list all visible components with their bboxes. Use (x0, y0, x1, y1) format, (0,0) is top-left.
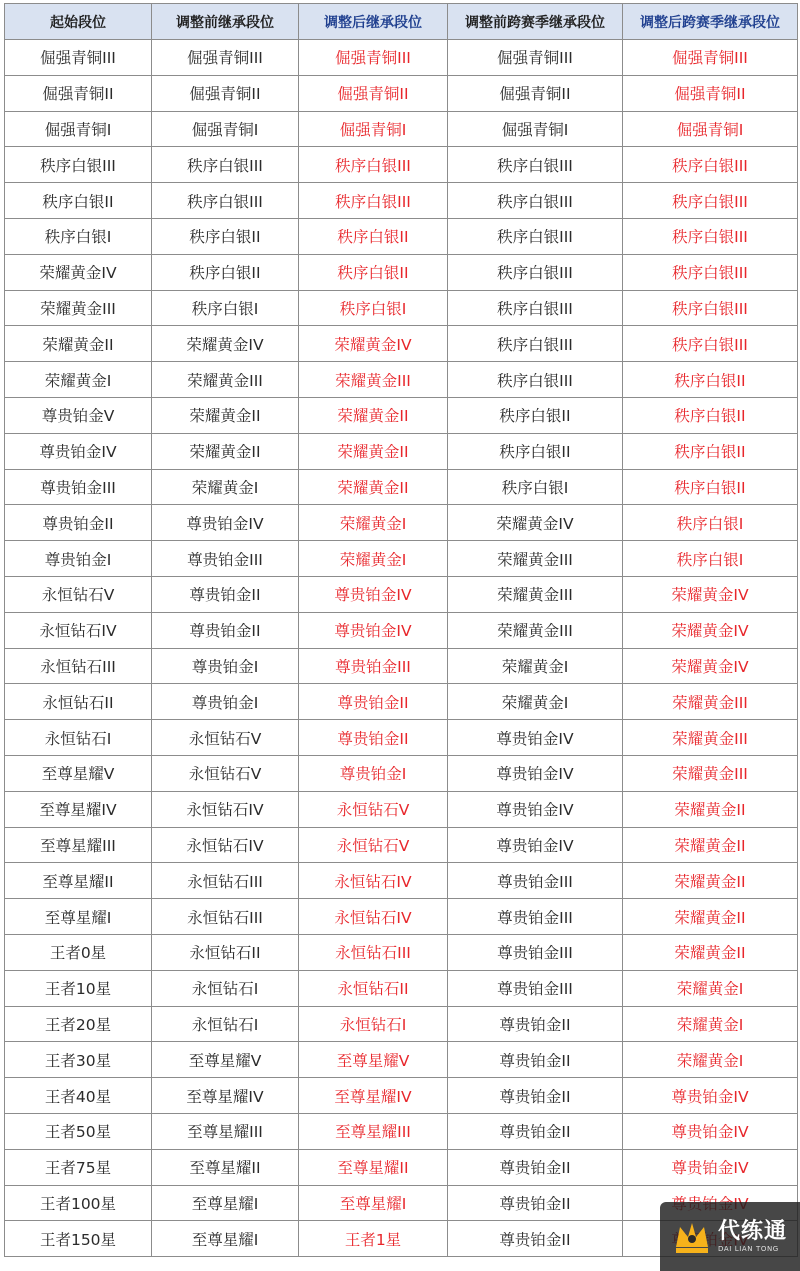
table-cell: 倔强青铜II (152, 75, 299, 111)
table-cell: 秩序白银II (152, 254, 299, 290)
table-cell: 倔强青铜I (5, 111, 152, 147)
table-cell: 王者0星 (5, 934, 152, 970)
table-cell: 尊贵铂金II (448, 1149, 623, 1185)
table-cell: 荣耀黄金III (5, 290, 152, 326)
table-cell: 秩序白银II (448, 433, 623, 469)
table-cell: 荣耀黄金II (623, 934, 798, 970)
table-header-row (5, 4, 798, 40)
table-cell: 尊贵铂金III (448, 863, 623, 899)
table-cell: 秩序白银III (623, 147, 798, 183)
table-row (5, 147, 798, 183)
table-cell: 永恒钻石V (299, 827, 448, 863)
table-cell: 荣耀黄金III (623, 684, 798, 720)
table-row (5, 75, 798, 111)
header-before-adjust: 调整前继承段位 (152, 4, 299, 40)
table-row (5, 254, 798, 290)
table-cell: 秩序白银III (152, 183, 299, 219)
table-cell: 倔强青铜I (623, 111, 798, 147)
table-row (5, 290, 798, 326)
table-cell: 荣耀黄金IV (448, 505, 623, 541)
table-cell: 荣耀黄金II (623, 899, 798, 935)
table-cell: 尊贵铂金I (5, 541, 152, 577)
table-cell: 秩序白银III (448, 218, 623, 254)
table-cell: 尊贵铂金IV (299, 612, 448, 648)
table-cell: 秩序白银III (448, 326, 623, 362)
table-cell: 秩序白银I (623, 541, 798, 577)
table-row (5, 183, 798, 219)
table-cell: 永恒钻石III (299, 934, 448, 970)
table-row (5, 1006, 798, 1042)
table-cell: 永恒钻石IV (299, 899, 448, 935)
table-cell: 永恒钻石I (152, 970, 299, 1006)
table-cell: 永恒钻石IV (5, 612, 152, 648)
table-cell: 永恒钻石V (152, 755, 299, 791)
table-cell: 荣耀黄金III (448, 576, 623, 612)
table-cell: 尊贵铂金I (299, 755, 448, 791)
table-cell: 倔强青铜II (5, 75, 152, 111)
table-cell: 荣耀黄金III (152, 362, 299, 398)
table-cell: 永恒钻石IV (152, 791, 299, 827)
table-cell: 王者50星 (5, 1113, 152, 1149)
table-cell: 荣耀黄金I (623, 1006, 798, 1042)
table-cell: 尊贵铂金II (448, 1221, 623, 1257)
table-cell: 至尊星耀IV (152, 1078, 299, 1114)
table-row (5, 899, 798, 935)
table-cell: 荣耀黄金III (623, 755, 798, 791)
header-before-cross-season: 调整前跨赛季继承段位 (448, 4, 623, 40)
table-cell: 秩序白银III (448, 183, 623, 219)
table-cell: 荣耀黄金I (448, 648, 623, 684)
table-cell: 尊贵铂金II (299, 684, 448, 720)
table-cell: 荣耀黄金I (5, 362, 152, 398)
table-row (5, 505, 798, 541)
table-cell: 荣耀黄金III (623, 720, 798, 756)
table-cell: 尊贵铂金IV (448, 791, 623, 827)
table-cell: 秩序白银III (299, 183, 448, 219)
table-row (5, 1042, 798, 1078)
table-cell: 尊贵铂金I (152, 648, 299, 684)
table-cell: 永恒钻石I (5, 720, 152, 756)
table-row (5, 469, 798, 505)
table-cell: 荣耀黄金III (299, 362, 448, 398)
table-cell: 至尊星耀II (152, 1149, 299, 1185)
header-after-adjust: 调整后继承段位 (299, 4, 448, 40)
table-cell: 倔强青铜III (623, 40, 798, 76)
table-cell: 荣耀黄金II (152, 397, 299, 433)
table-row (5, 40, 798, 76)
table-row (5, 1149, 798, 1185)
table-row (5, 326, 798, 362)
table-row (5, 218, 798, 254)
table-cell: 秩序白银I (299, 290, 448, 326)
table-cell: 秩序白银II (5, 183, 152, 219)
table-cell: 荣耀黄金II (5, 326, 152, 362)
table-cell: 永恒钻石V (152, 720, 299, 756)
table-row (5, 720, 798, 756)
table-cell: 荣耀黄金IV (152, 326, 299, 362)
table-cell: 尊贵铂金III (448, 934, 623, 970)
table-cell: 尊贵铂金III (152, 541, 299, 577)
table-cell: 秩序白银II (299, 218, 448, 254)
table-cell: 至尊星耀IV (5, 791, 152, 827)
table-cell: 永恒钻石III (152, 863, 299, 899)
table-cell: 尊贵铂金IV (623, 1149, 798, 1185)
table-cell: 秩序白银II (152, 218, 299, 254)
table-cell: 荣耀黄金IV (623, 576, 798, 612)
table-cell: 永恒钻石V (299, 791, 448, 827)
table-cell: 秩序白银III (623, 326, 798, 362)
table-cell: 尊贵铂金II (299, 720, 448, 756)
table-cell: 秩序白银II (623, 397, 798, 433)
table-row (5, 791, 798, 827)
table-cell: 秩序白银III (448, 290, 623, 326)
table-cell: 倔强青铜II (299, 75, 448, 111)
table-cell: 永恒钻石II (5, 684, 152, 720)
table-cell: 倔强青铜III (5, 40, 152, 76)
table-cell: 永恒钻石I (152, 1006, 299, 1042)
table-cell: 荣耀黄金I (448, 684, 623, 720)
table-row (5, 612, 798, 648)
table-cell: 秩序白银II (448, 397, 623, 433)
table-cell: 倔强青铜I (448, 111, 623, 147)
header-start-rank: 起始段位 (5, 4, 152, 40)
table-cell: 尊贵铂金II (152, 576, 299, 612)
rank-inheritance-table (4, 3, 798, 1257)
rank-table-container (4, 3, 797, 1257)
table-cell: 荣耀黄金IV (299, 326, 448, 362)
table-cell: 尊贵铂金III (448, 970, 623, 1006)
table-cell: 永恒钻石IV (152, 827, 299, 863)
table-cell: 尊贵铂金III (448, 899, 623, 935)
table-cell: 荣耀黄金I (152, 469, 299, 505)
table-row (5, 111, 798, 147)
table-cell: 尊贵铂金V (5, 397, 152, 433)
table-row (5, 684, 798, 720)
table-cell: 荣耀黄金I (299, 541, 448, 577)
table-cell: 秩序白银III (448, 254, 623, 290)
table-cell: 永恒钻石IV (299, 863, 448, 899)
table-cell: 倔强青铜I (299, 111, 448, 147)
table-row (5, 934, 798, 970)
table-cell: 秩序白银III (623, 218, 798, 254)
table-cell: 荣耀黄金I (623, 970, 798, 1006)
table-cell: 尊贵铂金III (5, 469, 152, 505)
header-after-cross-season: 调整后跨赛季继承段位 (623, 4, 798, 40)
table-cell: 尊贵铂金I (152, 684, 299, 720)
table-cell: 倔强青铜III (299, 40, 448, 76)
table-cell: 至尊星耀I (152, 1185, 299, 1221)
table-cell: 至尊星耀V (299, 1042, 448, 1078)
table-cell: 尊贵铂金III (299, 648, 448, 684)
table-cell: 秩序白银III (152, 147, 299, 183)
table-cell: 至尊星耀V (5, 755, 152, 791)
table-cell: 荣耀黄金II (623, 863, 798, 899)
table-cell: 王者1星 (299, 1221, 448, 1257)
table-cell: 至尊星耀III (299, 1113, 448, 1149)
table-cell: 荣耀黄金II (299, 469, 448, 505)
table-cell: 至尊星耀I (5, 899, 152, 935)
watermark-name-cn: 代练通 (718, 1218, 788, 1244)
table-row (5, 827, 798, 863)
table-cell: 永恒钻石III (5, 648, 152, 684)
table-cell: 倔强青铜II (448, 75, 623, 111)
table-cell: 荣耀黄金II (299, 433, 448, 469)
table-cell: 荣耀黄金IV (623, 612, 798, 648)
table-cell: 秩序白银I (623, 505, 798, 541)
table-row (5, 863, 798, 899)
watermark-name-en: DAI LIAN TONG (718, 1244, 779, 1253)
table-body (5, 40, 798, 1257)
table-cell: 尊贵铂金IV (448, 755, 623, 791)
table-cell: 秩序白银I (152, 290, 299, 326)
table-row (5, 397, 798, 433)
table-row (5, 970, 798, 1006)
table-row (5, 1113, 798, 1149)
table-cell: 秩序白银III (623, 183, 798, 219)
table-cell: 秩序白银III (5, 147, 152, 183)
table-cell: 尊贵铂金II (5, 505, 152, 541)
table-cell: 尊贵铂金II (152, 612, 299, 648)
table-cell: 尊贵铂金II (448, 1042, 623, 1078)
table-cell: 倔强青铜III (448, 40, 623, 76)
table-cell: 至尊星耀II (299, 1149, 448, 1185)
table-cell: 尊贵铂金IV (5, 433, 152, 469)
table-cell: 荣耀黄金II (152, 433, 299, 469)
crown-logo-icon (672, 1217, 712, 1257)
table-cell: 永恒钻石II (152, 934, 299, 970)
table-cell: 至尊星耀II (5, 863, 152, 899)
watermark-logo (660, 1202, 800, 1271)
table-cell: 永恒钻石V (5, 576, 152, 612)
table-cell: 荣耀黄金II (623, 791, 798, 827)
table-cell: 王者150星 (5, 1221, 152, 1257)
table-cell: 王者100星 (5, 1185, 152, 1221)
table-cell: 秩序白银II (623, 362, 798, 398)
table-cell: 尊贵铂金II (448, 1113, 623, 1149)
table-cell: 尊贵铂金IV (299, 576, 448, 612)
table-cell: 尊贵铂金II (448, 1006, 623, 1042)
table-cell: 倔强青铜I (152, 111, 299, 147)
table-cell: 至尊星耀V (152, 1042, 299, 1078)
table-row (5, 362, 798, 398)
table-cell: 王者10星 (5, 970, 152, 1006)
table-cell: 秩序白银II (623, 469, 798, 505)
table-cell: 荣耀黄金II (623, 827, 798, 863)
table-cell: 秩序白银III (448, 147, 623, 183)
table-cell: 秩序白银III (623, 254, 798, 290)
table-row (5, 755, 798, 791)
table-cell: 王者30星 (5, 1042, 152, 1078)
table-cell: 王者75星 (5, 1149, 152, 1185)
table-cell: 荣耀黄金II (299, 397, 448, 433)
table-cell: 至尊星耀I (299, 1185, 448, 1221)
table-cell: 尊贵铂金IV (152, 505, 299, 541)
table-cell: 永恒钻石III (152, 899, 299, 935)
table-cell: 荣耀黄金IV (623, 648, 798, 684)
table-cell: 至尊星耀IV (299, 1078, 448, 1114)
table-cell: 荣耀黄金III (448, 612, 623, 648)
table-cell: 至尊星耀I (152, 1221, 299, 1257)
table-cell: 荣耀黄金III (448, 541, 623, 577)
table-cell: 永恒钻石I (299, 1006, 448, 1042)
table-cell: 秩序白银III (299, 147, 448, 183)
table-row (5, 433, 798, 469)
table-cell: 倔强青铜III (152, 40, 299, 76)
table-cell: 王者40星 (5, 1078, 152, 1114)
table-cell: 荣耀黄金IV (5, 254, 152, 290)
table-cell: 王者20星 (5, 1006, 152, 1042)
table-cell: 尊贵铂金IV (448, 720, 623, 756)
table-cell: 秩序白银III (448, 362, 623, 398)
table-cell: 至尊星耀III (5, 827, 152, 863)
table-cell: 倔强青铜II (623, 75, 798, 111)
table-row (5, 576, 798, 612)
table-cell: 尊贵铂金IV (448, 827, 623, 863)
table-row (5, 648, 798, 684)
table-cell: 尊贵铂金II (448, 1185, 623, 1221)
table-cell: 尊贵铂金IV (623, 1078, 798, 1114)
table-cell: 秩序白银II (623, 433, 798, 469)
table-row (5, 1078, 798, 1114)
table-cell: 荣耀黄金I (623, 1042, 798, 1078)
table-cell: 秩序白银I (5, 218, 152, 254)
table-cell: 尊贵铂金IV (623, 1113, 798, 1149)
table-cell: 荣耀黄金I (299, 505, 448, 541)
table-cell: 秩序白银II (299, 254, 448, 290)
table-cell: 尊贵铂金II (448, 1078, 623, 1114)
table-cell: 永恒钻石II (299, 970, 448, 1006)
table-row (5, 541, 798, 577)
table-cell: 至尊星耀III (152, 1113, 299, 1149)
table-cell: 秩序白银I (448, 469, 623, 505)
table-cell: 秩序白银III (623, 290, 798, 326)
